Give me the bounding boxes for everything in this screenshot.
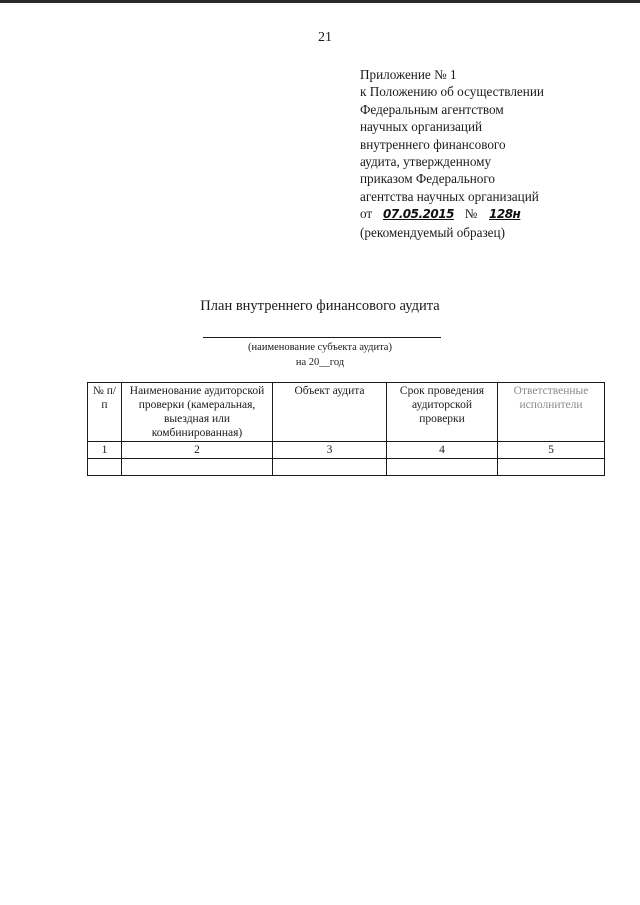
column-number-cell: 5	[498, 442, 605, 459]
appendix-line: к Положению об осуществлении	[360, 84, 544, 100]
appendix-line: научных организаций	[360, 119, 483, 135]
empty-cell	[273, 459, 387, 476]
page-number: 21	[318, 30, 332, 45]
order-line	[360, 205, 620, 223]
recommended-sample-note: (рекомендуемый образец)	[360, 224, 505, 240]
order-date-handwritten: 07.05.2015	[383, 207, 454, 222]
column-number-cell: 2	[122, 442, 273, 459]
header-cell-responsible: Ответственные исполнители	[498, 383, 605, 442]
year-line: на 20__год	[295, 357, 345, 368]
column-number-cell: 1	[88, 442, 122, 459]
appendix-line: аудита, утвержденному	[360, 154, 492, 170]
table-row-empty	[88, 459, 605, 476]
appendix-line: агентства научных организаций	[360, 188, 539, 204]
appendix-block	[360, 66, 620, 241]
header-cell-audit-period: Срок проведения аудиторской проверки	[387, 383, 498, 442]
empty-cell	[387, 459, 498, 476]
table-row-column-numbers	[88, 442, 605, 459]
plan-title: План внутреннего финансового аудита	[200, 298, 440, 314]
column-number-cell: 4	[387, 442, 498, 459]
empty-cell	[498, 459, 605, 476]
header-cell-number: № п/п	[88, 383, 122, 442]
header-cell-audit-name: Наименование аудиторской проверки (камеральная, выездная или комбинированная)	[122, 383, 273, 442]
table-header-row	[88, 383, 605, 442]
appendix-line: приказом Федерального	[360, 171, 496, 187]
empty-cell	[88, 459, 122, 476]
header-cell-audit-object: Объект аудита	[273, 383, 387, 442]
audit-plan-table	[87, 382, 605, 476]
appendix-line: Приложение № 1	[360, 67, 457, 82]
order-number-sign: №	[464, 206, 478, 222]
order-prefix: от	[360, 206, 373, 222]
appendix-line: Федеральным агентством	[360, 101, 504, 117]
appendix-line: внутреннего финансового	[360, 136, 506, 152]
top-border-line	[0, 0, 640, 3]
empty-cell	[122, 459, 273, 476]
order-number-handwritten: 128н	[489, 207, 521, 222]
subject-caption: (наименование субъекта аудита)	[248, 342, 392, 353]
subject-name-blank-line	[203, 337, 441, 338]
column-number-cell: 3	[273, 442, 387, 459]
